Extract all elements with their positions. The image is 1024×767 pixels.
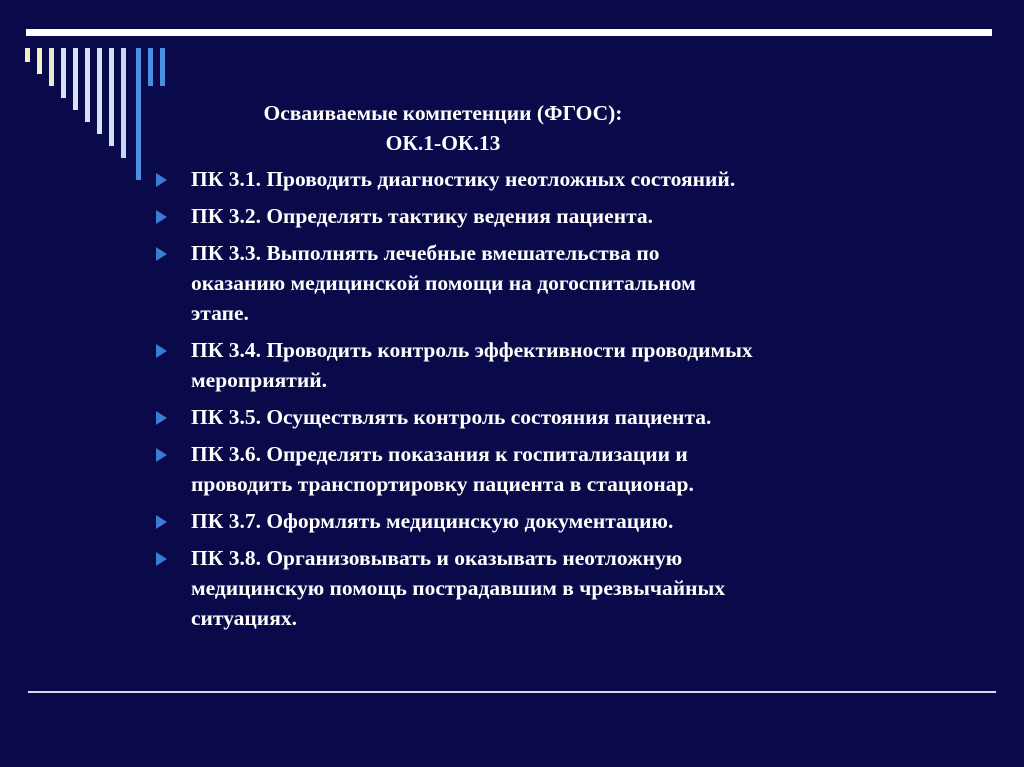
triangle-bullet-icon (156, 173, 167, 187)
decorative-bar (37, 48, 42, 74)
list-item (150, 439, 910, 499)
bottom-rule (28, 691, 996, 693)
item-text-line: мероприятий. (191, 368, 327, 392)
decorative-bar (97, 48, 102, 134)
triangle-bullet-icon (156, 247, 167, 261)
triangle-bullet-icon (156, 448, 167, 462)
list-item (150, 335, 910, 395)
item-text-line: ПК 3.6. Определять показания к госпитализации и (191, 442, 688, 466)
item-text: ПК 3.1. Проводить диагностику неотложных состояний. (191, 167, 736, 191)
list-item (150, 164, 910, 194)
item-text-line: оказанию медицинской помощи на догоспитальном (191, 271, 696, 295)
item-text-line: ПК 3.4. Проводить контроль эффективности проводимых (191, 338, 753, 362)
item-text-line: этапе. (191, 301, 249, 325)
item-text-line: проводить транспортировку пациента в стационар. (191, 472, 694, 496)
list-item (150, 543, 910, 633)
decorative-bar (121, 48, 126, 158)
item-text-line: медицинскую помощь пострадавшим в чрезвычайных (191, 576, 726, 600)
list-item (150, 402, 910, 432)
triangle-bullet-icon (156, 515, 167, 529)
decorative-bar (73, 48, 78, 110)
decorative-bar (61, 48, 66, 98)
triangle-bullet-icon (156, 344, 167, 358)
item-text: ПК 3.5. Осуществлять контроль состояния пациента. (191, 405, 712, 429)
list-item (150, 201, 910, 231)
decorative-bar (85, 48, 90, 122)
triangle-bullet-icon (156, 411, 167, 425)
decorative-bar (49, 48, 54, 86)
item-text-line: ПК 3.8. Организовывать и оказывать неотложную (191, 546, 683, 570)
decorative-bar (25, 48, 30, 62)
list-item (150, 506, 910, 536)
decorative-bar (109, 48, 114, 146)
decorative-bar (160, 48, 165, 86)
heading-line-1: Осваиваемые компетенции (ФГОС): (263, 101, 623, 125)
list-item (150, 238, 910, 328)
item-text-line: ситуациях. (191, 606, 297, 630)
item-text: ПК 3.7. Оформлять медицинскую документацию. (191, 509, 674, 533)
triangle-bullet-icon (156, 210, 167, 224)
triangle-bullet-icon (156, 552, 167, 566)
content (150, 98, 910, 640)
decorative-bar (148, 48, 153, 86)
item-text-line: ПК 3.3. Выполнять лечебные вмешательства по (191, 241, 660, 265)
decorative-bar (136, 48, 141, 180)
heading-line-2: ОК.1-ОК.13 (385, 131, 501, 155)
item-text: ПК 3.2. Определять тактику ведения пациента. (191, 204, 654, 228)
